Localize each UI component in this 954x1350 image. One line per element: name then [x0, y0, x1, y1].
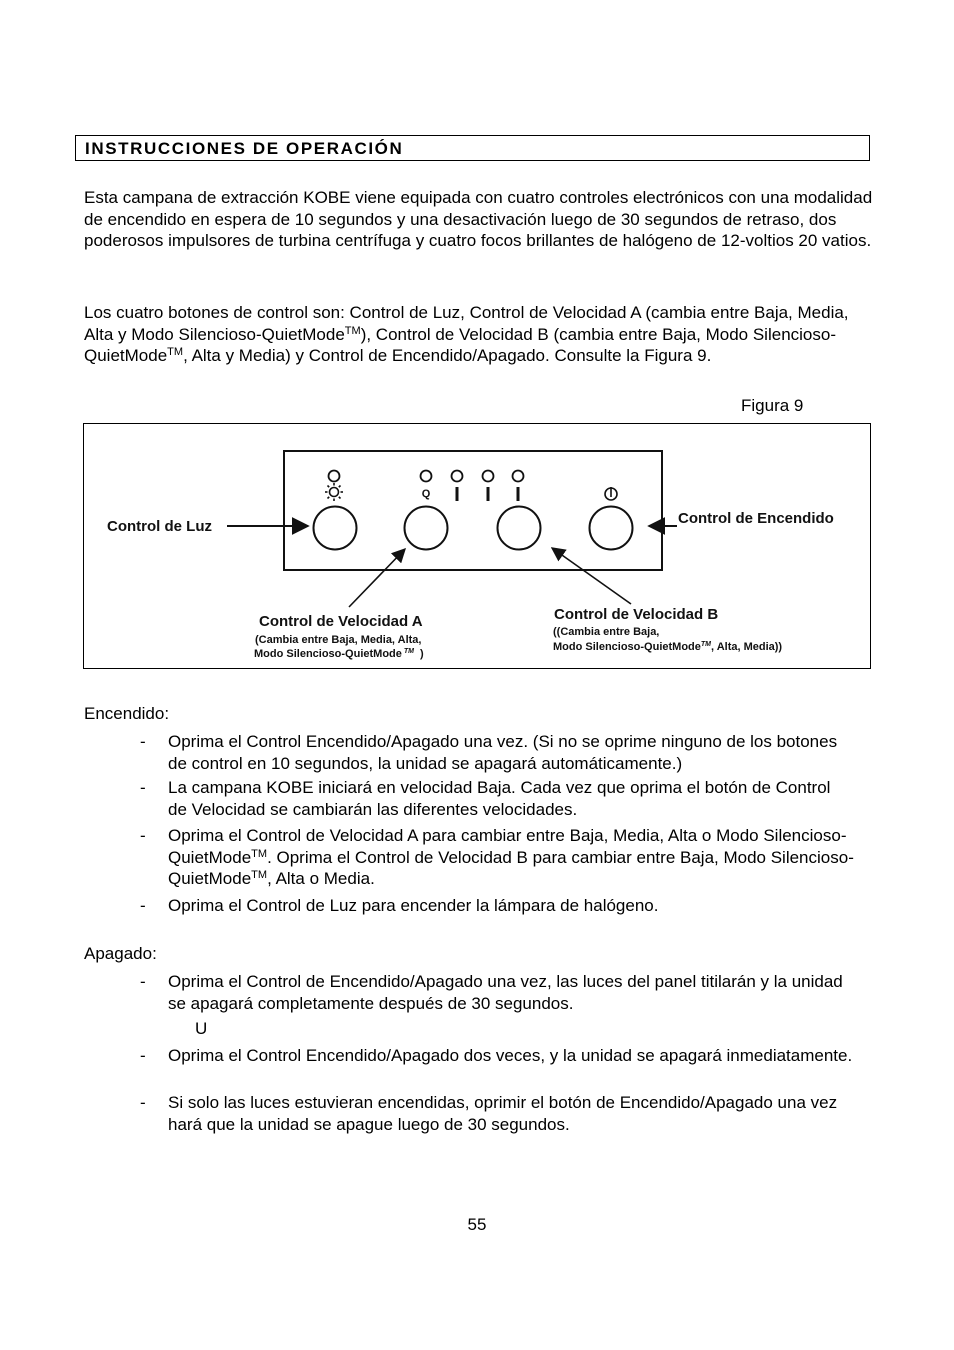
speed-a-title: Control de Velocidad A	[259, 613, 423, 630]
light-button	[314, 507, 357, 550]
figure-label: Figura 9	[741, 396, 804, 415]
power-button	[590, 507, 633, 550]
control-panel-diagram	[84, 424, 870, 668]
encendido-label: Encendido:	[84, 704, 170, 723]
quiet-mode-glyph: Q	[421, 488, 431, 500]
section-heading: INSTRUCCIONES DE OPERACIÓN	[85, 139, 404, 158]
page-number: 55	[467, 1215, 487, 1234]
speed-b-desc-2: Modo Silencioso-QuietMode™, Alta, Media))	[553, 641, 783, 653]
section-heading-box	[75, 135, 870, 161]
stray-character: U	[195, 1019, 208, 1038]
intro-paragraph: Esta campana de extracción KOBE viene equipada con cuatro controles electrónicos con una modalidad de encendido en espera de 10 segundos y una desactivación luego de 30 segundos de retraso, dos poderosos impulsores de turbina centrífuga y cuatro focos brillantes de halógeno de 12-voltios 20 vatios.	[84, 188, 873, 250]
speed-b-button	[498, 507, 541, 550]
power-control-label: Control de Encendido	[678, 510, 834, 527]
figure-9	[83, 423, 871, 669]
speed-b-title: Control de Velocidad B	[554, 606, 719, 623]
speed-b-desc-1: ((Cambia entre Baja,	[553, 626, 660, 638]
speed-a-desc-2: Modo Silencioso-QuietMode ™ )	[254, 648, 424, 660]
speed-a-button	[405, 507, 448, 550]
apagado-label: Apagado:	[84, 944, 157, 963]
speed-a-desc-1: (Cambia entre Baja, Media, Alta,	[255, 634, 422, 646]
controls-paragraph: Los cuatro botones de control son: Control de Luz, Control de Velocidad A (cambia entre Baja, Media, Alta y Modo Silencioso-QuietMode™), Control de Velocidad B (cambia entre Baja, Modo Silencioso-QuietMode™, Alta y Media) y Control de Encendido/Apagado. Consulte la Figura 9.	[84, 303, 849, 365]
light-control-label: Control de Luz	[107, 518, 212, 535]
